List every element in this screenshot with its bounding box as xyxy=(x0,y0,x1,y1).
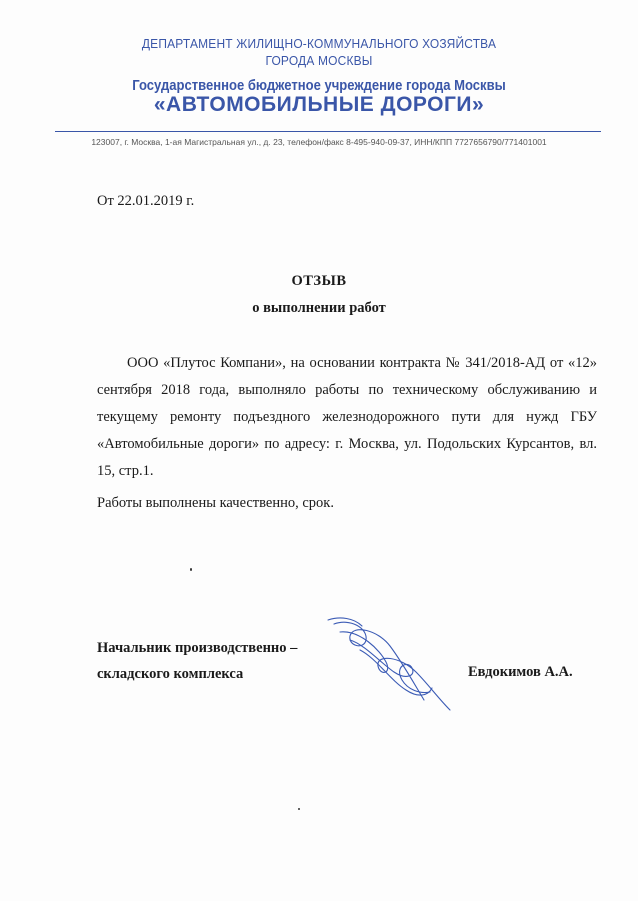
scan-speck xyxy=(190,568,192,571)
letter-body: ООО «Плутос Компани», на основании контракта № 341/2018-АД от «12» сентября 2018 года, выполняло работы по техническому обслуживанию и текущему ремонту подъездного железнодорожного пути для нужд ГБУ «Автомобильные дороги» по адресу: г. Москва, ул. Подольских Курсантов, вл. 15, стр.1. xyxy=(97,355,597,479)
letterhead-contacts: 123007, г. Москва, 1-ая Магистральная ул., д. 23, телефон/факс 8-495-940-09-37, ИНН/КПП 7727656790/771401001 xyxy=(91,137,547,147)
handwritten-signature xyxy=(320,610,470,720)
letter-date: От 22.01.2019 г. xyxy=(97,193,195,209)
signer-position-line2: складского комплекса xyxy=(97,666,244,682)
letter-title: ОТЗЫВ xyxy=(291,273,347,289)
institution-type: Государственное бюджетное учреждение города Москвы xyxy=(132,78,506,94)
letter-closing: Работы выполнены качественно, срок. xyxy=(97,495,334,511)
letterhead-divider xyxy=(55,131,601,132)
scan-speck xyxy=(298,808,300,810)
department-name-line1: ДЕПАРТАМЕНТ ЖИЛИЩНО-КОММУНАЛЬНОГО ХОЗЯЙСТВА xyxy=(141,36,497,51)
department-name-line2: ГОРОДА МОСКВЫ xyxy=(265,53,373,68)
signer-position-line1: Начальник производственно – xyxy=(97,640,298,656)
signer-name: Евдокимов А.А. xyxy=(468,664,573,680)
letter-subtitle: о выполнении работ xyxy=(252,300,386,316)
organization-name: «АВТОМОБИЛЬНЫЕ ДОРОГИ» xyxy=(153,93,485,116)
